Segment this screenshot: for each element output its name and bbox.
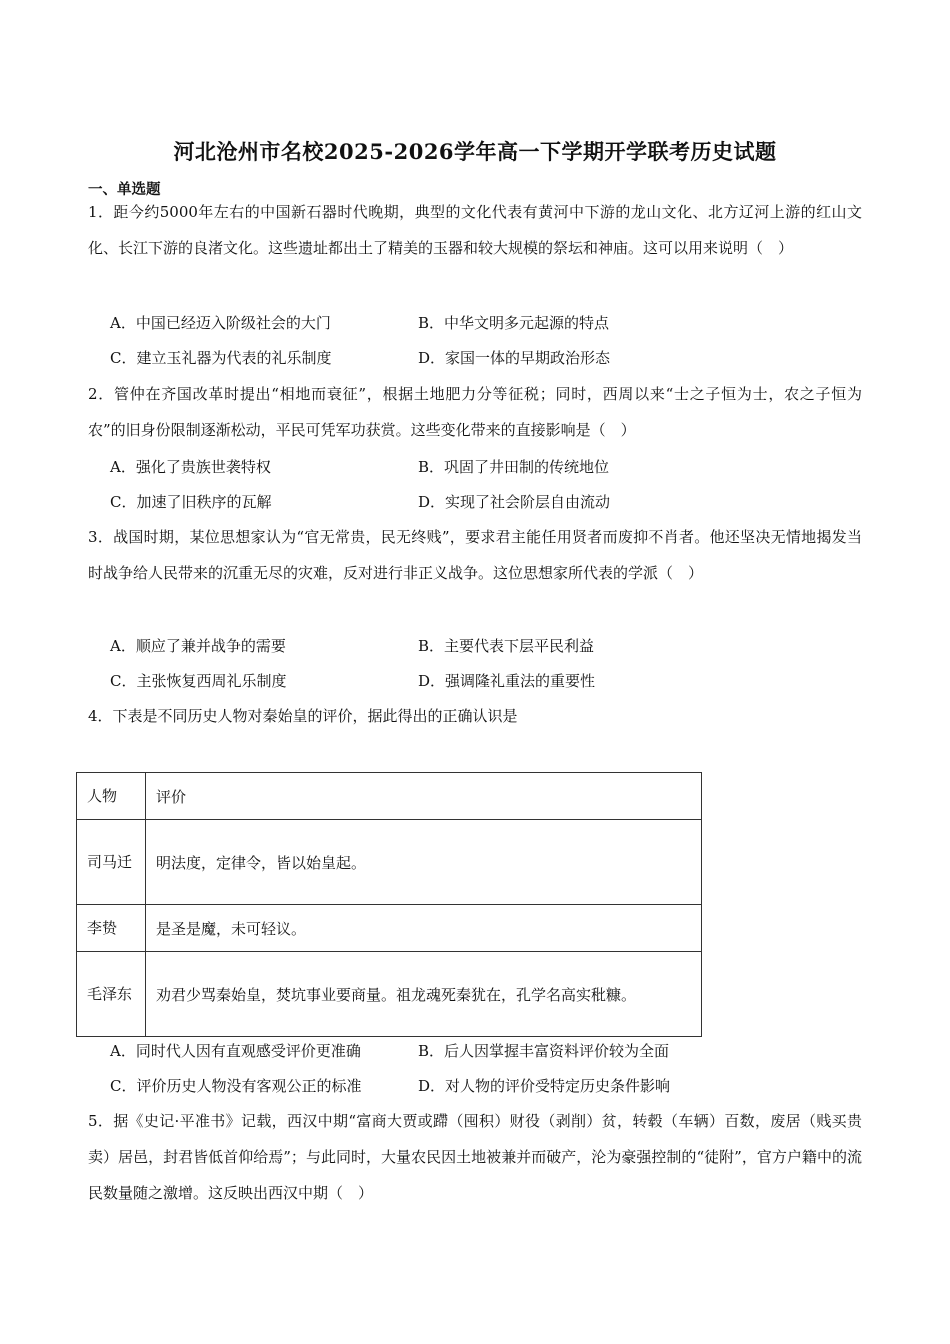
question-2-option-d[interactable]: D．实现了社会阶层自由流动 — [418, 493, 611, 511]
question-1-option-a[interactable]: A．中国已经迈入阶级社会的大门 — [110, 314, 331, 332]
table-cell-evaluation: 明法度，定律令，皆以始皇起。 — [146, 820, 702, 905]
question-1-stem: 1．距今约5000年左右的中国新石器时代晚期，典型的文化代表有黄河中下游的龙山文化、北方辽河上游的红山文化、长江下游的良渚文化。这些遗址都出土了精美的玉器和较大规模的祭坛和神庙。这可以用来说明（ ） — [88, 203, 862, 257]
question-4-option-c[interactable]: C．评价历史人物没有客观公正的标准 — [110, 1077, 362, 1095]
table-header-row — [77, 773, 702, 820]
table-cell-person: 毛泽东 — [77, 952, 146, 1037]
question-4-stem: 4．下表是不同历史人物对秦始皇的评价，据此得出的正确认识是 — [88, 707, 518, 725]
table-header-cell: 人物 — [77, 773, 146, 820]
section-heading: 一、单选题 — [88, 181, 161, 198]
table-row — [77, 905, 702, 952]
question-3-option-b[interactable]: B．主要代表下层平民利益 — [418, 637, 595, 655]
table-cell-evaluation: 是圣是魔，未可轻议。 — [146, 905, 702, 952]
question-1-option-b[interactable]: B．中华文明多元起源的特点 — [418, 314, 610, 332]
question-2-option-c[interactable]: C．加速了旧秩序的瓦解 — [110, 493, 272, 511]
page-title: 河北沧州市名校2025-2026学年高一下学期开学联考历史试题 — [173, 139, 777, 164]
table-cell-evaluation: 劝君少骂秦始皇，焚坑事业要商量。祖龙魂死秦犹在，孔学名高实秕糠。 — [146, 952, 702, 1037]
evaluation-table — [76, 772, 702, 1037]
question-1-option-c[interactable]: C．建立玉礼器为代表的礼乐制度 — [110, 349, 332, 367]
table-row — [77, 952, 702, 1037]
table-cell-person: 李贽 — [77, 905, 146, 952]
question-3-option-c[interactable]: C．主张恢复西周礼乐制度 — [110, 672, 287, 690]
table-row — [77, 820, 702, 905]
question-1-option-d[interactable]: D．家国一体的早期政治形态 — [418, 349, 611, 367]
question-2-option-a[interactable]: A．强化了贵族世袭特权 — [110, 458, 271, 476]
question-4-option-d[interactable]: D．对人物的评价受特定历史条件影响 — [418, 1077, 671, 1095]
question-3-stem: 3．战国时期，某位思想家认为“官无常贵，民无终贱”，要求君主能任用贤者而废抑不肖者。他还坚决无情地揭发当时战争给人民带来的沉重无尽的灾难，反对进行非正义战争。这位思想家所代表的学派（ ） — [88, 528, 862, 582]
table-cell-person: 司马迁 — [77, 820, 146, 905]
question-4-option-b[interactable]: B．后人因掌握丰富资料评价较为全面 — [418, 1042, 670, 1060]
question-2-stem: 2．管仲在齐国改革时提出“相地而衰征”，根据土地肥力分等征税；同时，西周以来“士之子恒为士，农之子恒为农”的旧身份限制逐渐松动，平民可凭军功获赏。这些变化带来的直接影响是（ ） — [88, 385, 862, 439]
question-3-option-a[interactable]: A．顺应了兼并战争的需要 — [110, 637, 286, 655]
question-3-option-d[interactable]: D．强调隆礼重法的重要性 — [418, 672, 596, 690]
question-5-stem: 5．据《史记·平准书》记载，西汉中期“富商大贾或蹛（囤积）财役（剥削）贫，转毂（车辆）百数，废居（贱买贵卖）居邑，封君皆低首仰给焉”；与此同时，大量农民因土地被兼并而破产，沦为豪强控制的“徒附”，官方户籍中的流民数量随之激增。这反映出西汉中期（ ） — [88, 1112, 862, 1202]
table-header-cell: 评价 — [146, 773, 702, 820]
question-4-option-a[interactable]: A．同时代人因有直观感受评价更准确 — [110, 1042, 361, 1060]
question-2-option-b[interactable]: B．巩固了井田制的传统地位 — [418, 458, 610, 476]
